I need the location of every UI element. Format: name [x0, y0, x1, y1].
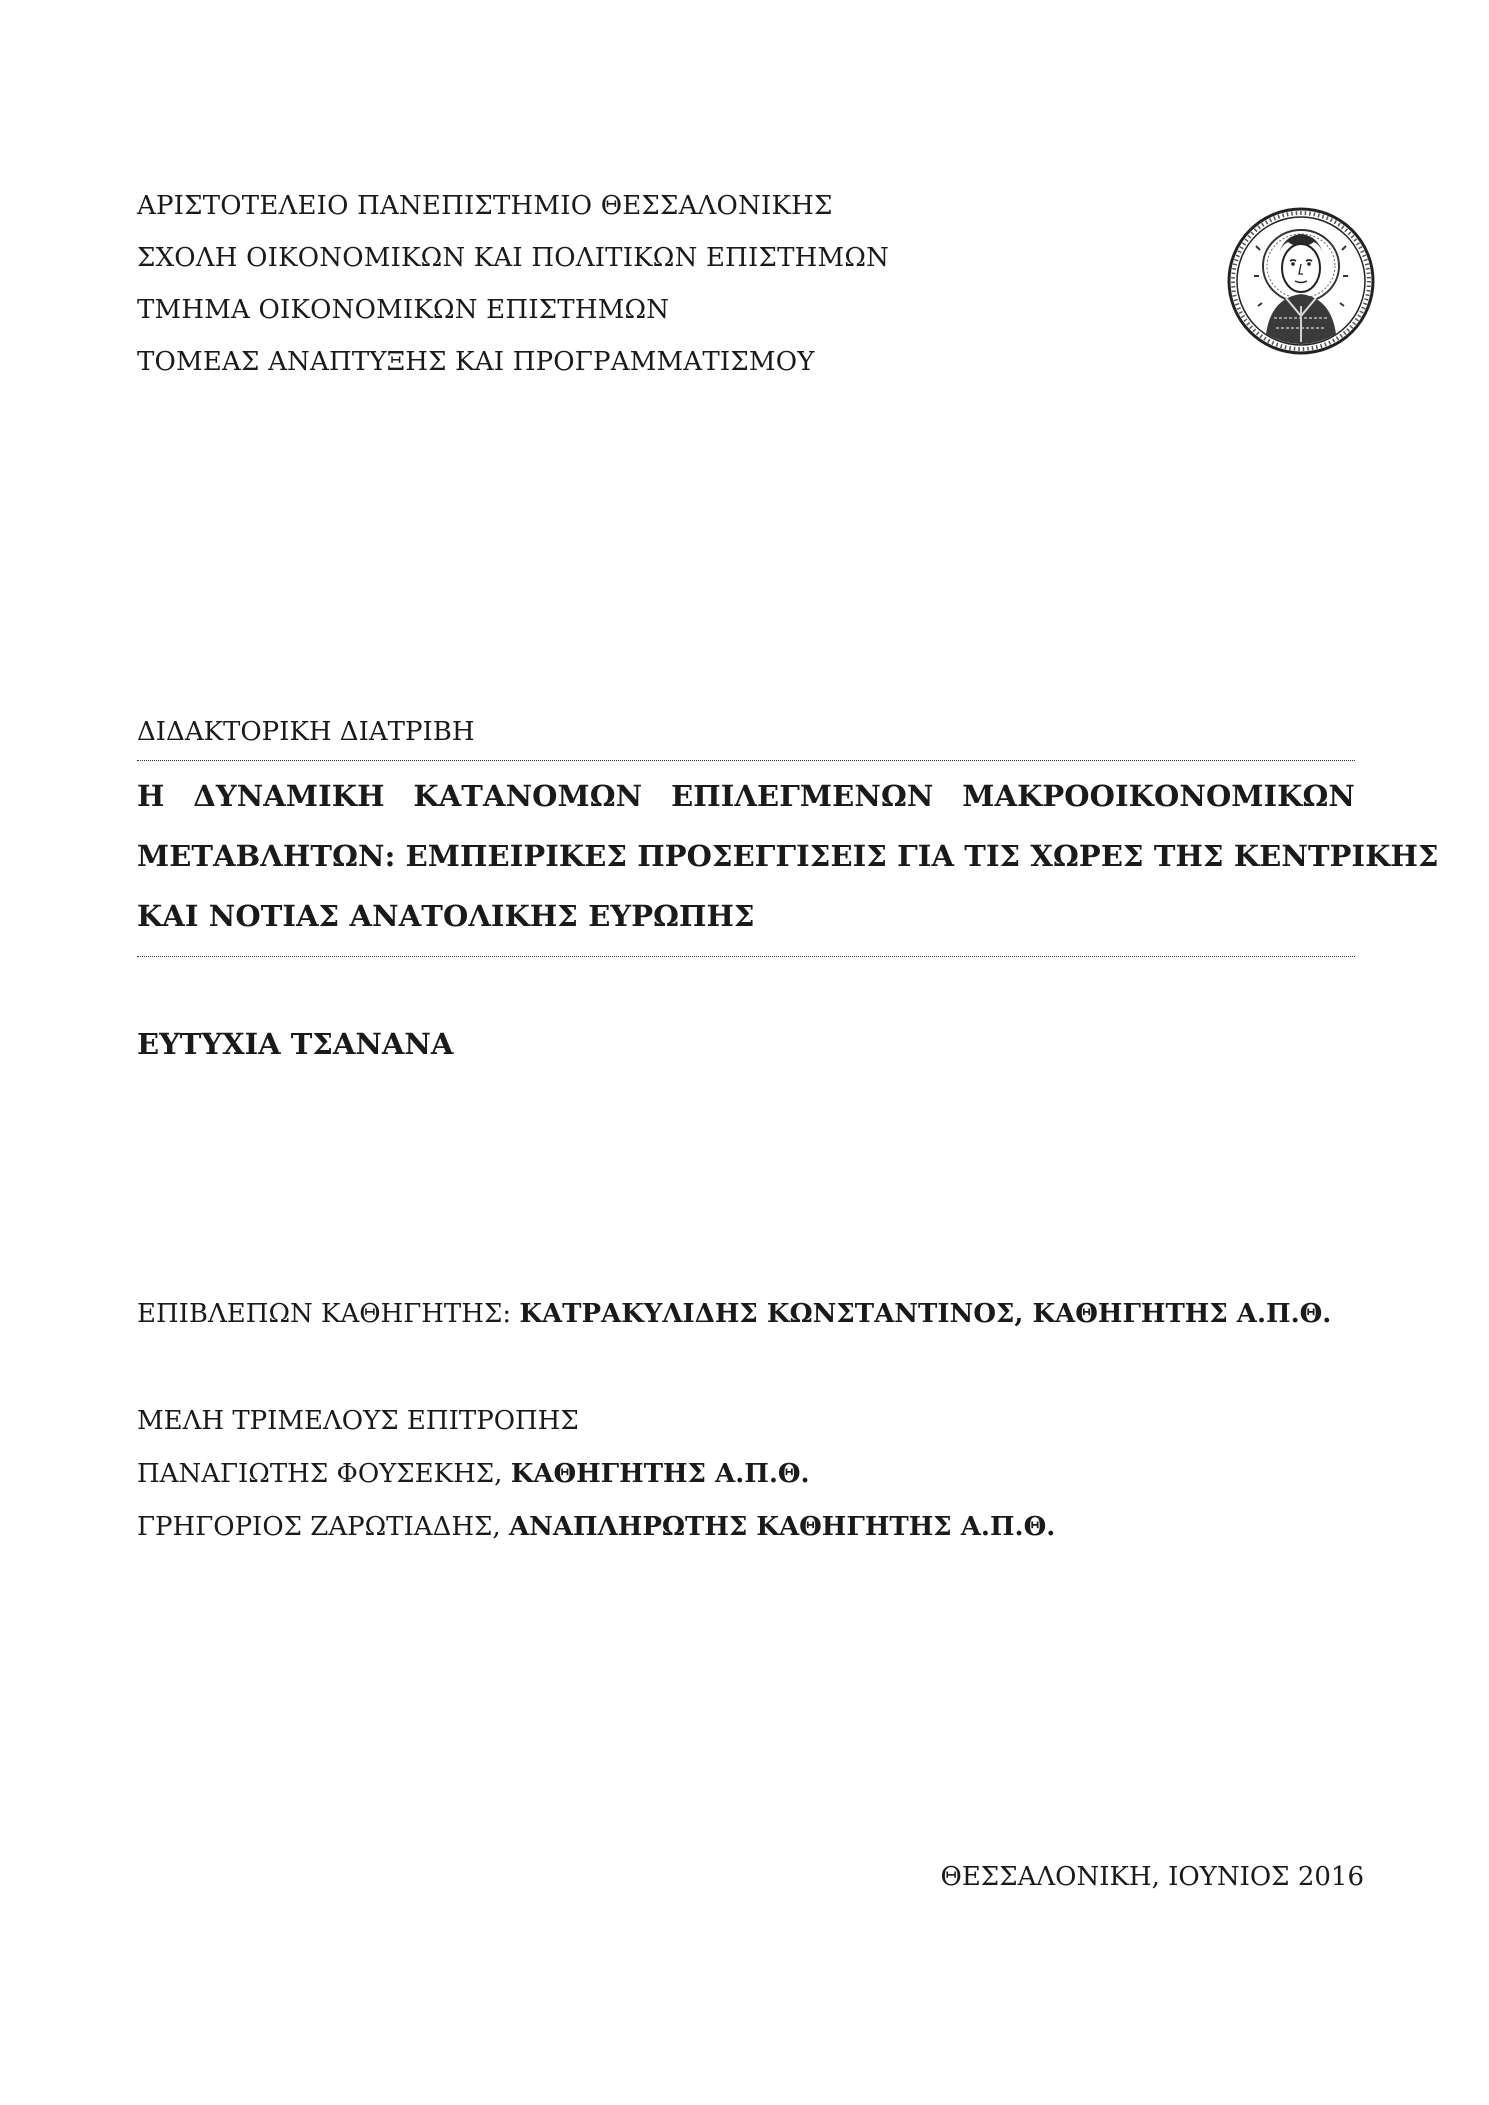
title-word: ΚΑΤΑΝΟΜΩΝ — [413, 779, 643, 813]
supervisor-name: ΚΑΤΡΑΚΥΛΙΔΗΣ ΚΩΝΣΤΑΝΤΙΝΟΣ, ΚΑΘΗΓΗΤΗΣ Α.Π.Θ. — [519, 1299, 1332, 1329]
committee-block — [137, 1395, 1237, 1554]
institution-header — [137, 180, 1037, 388]
title-divider-top — [137, 760, 1355, 761]
school-name: ΣΧΟΛΗ ΟΙΚΟΝΟΜΙΚΩΝ ΚΑΙ ΠΟΛΙΤΙΚΩΝ ΕΠΙΣΤΗΜΩΝ — [137, 243, 890, 273]
committee-member-title: ΑΝΑΠΛΗΡΩΤΗΣ ΚΑΘΗΓΗΤΗΣ Α.Π.Θ. — [508, 1512, 1056, 1542]
supervisor-line — [137, 1294, 1331, 1334]
thesis-title-line-3: ΚΑΙ ΝΟΤΙΑΣ ΑΝΑΤΟΛΙΚΗΣ ΕΥΡΩΠΗΣ — [137, 899, 755, 933]
place-and-date: ΘΕΣΣΑΛΟΝΙΚΗ, ΙΟΥΝΙΟΣ 2016 — [940, 1862, 1364, 1892]
title-word: ΕΠΙΛΕΓΜΕΝΩΝ — [671, 779, 934, 813]
supervisor-label: ΕΠΙΒΛΕΠΩΝ ΚΑΘΗΓΗΤΗΣ: — [137, 1299, 520, 1329]
sector-name: ΤΟΜΕΑΣ ΑΝΑΠΤΥΞΗΣ ΚΑΙ ΠΡΟΓΡΑΜΜΑΤΙΣΜΟΥ — [137, 347, 815, 377]
department-name: ΤΜΗΜΑ ΟΙΚΟΝΟΜΙΚΩΝ ΕΠΙΣΤΗΜΩΝ — [137, 295, 670, 325]
document-type: ΔΙΔΑΚΤΟΡΙΚΗ ΔΙΑΤΡΙΒΗ — [137, 717, 475, 747]
title-word: ΜΑΚΡΟΟΙΚΟΝΟΜΙΚΩΝ — [962, 779, 1355, 813]
thesis-title-line-1 — [137, 766, 1355, 826]
committee-member — [137, 1501, 1237, 1554]
title-word: ΔΥΝΑΜΙΚΗ — [193, 779, 385, 813]
committee-member-title: ΚΑΘΗΓΗΤΗΣ Α.Π.Θ. — [510, 1459, 810, 1489]
university-name: ΑΡΙΣΤΟΤΕΛΕΙΟ ΠΑΝΕΠΙΣΤΗΜΙΟ ΘΕΣΣΑΛΟΝΙΚΗΣ — [137, 191, 833, 221]
title-divider-bottom — [137, 956, 1355, 957]
thesis-title-line-2: ΜΕΤΑΒΛΗΤΩΝ: ΕΜΠΕΙΡΙΚΕΣ ΠΡΟΣΕΓΓΙΣΕΙΣ ΓΙΑ ΤΙΣ ΧΩΡΕΣ ΤΗΣ ΚΕΝΤΡΙΚΗΣ — [137, 839, 1439, 873]
committee-member-name: ΓΡΗΓΟΡΙΟΣ ΖΑΡΩΤΙΑΔΗΣ, — [137, 1512, 509, 1542]
committee-member-name: ΠΑΝΑΓΙΩΤΗΣ ΦΟΥΣΕΚΗΣ, — [137, 1459, 511, 1489]
university-seal-icon — [1226, 206, 1376, 356]
author-name: ΕΥΤΥΧΙΑ ΤΣΑΝΑΝΑ — [137, 1027, 454, 1061]
title-word: Η — [137, 779, 165, 813]
committee-heading: ΜΕΛΗ ΤΡΙΜΕΛΟΥΣ ΕΠΙΤΡΟΠΗΣ — [137, 1406, 579, 1436]
committee-member — [137, 1448, 1237, 1501]
thesis-title — [137, 766, 1439, 946]
